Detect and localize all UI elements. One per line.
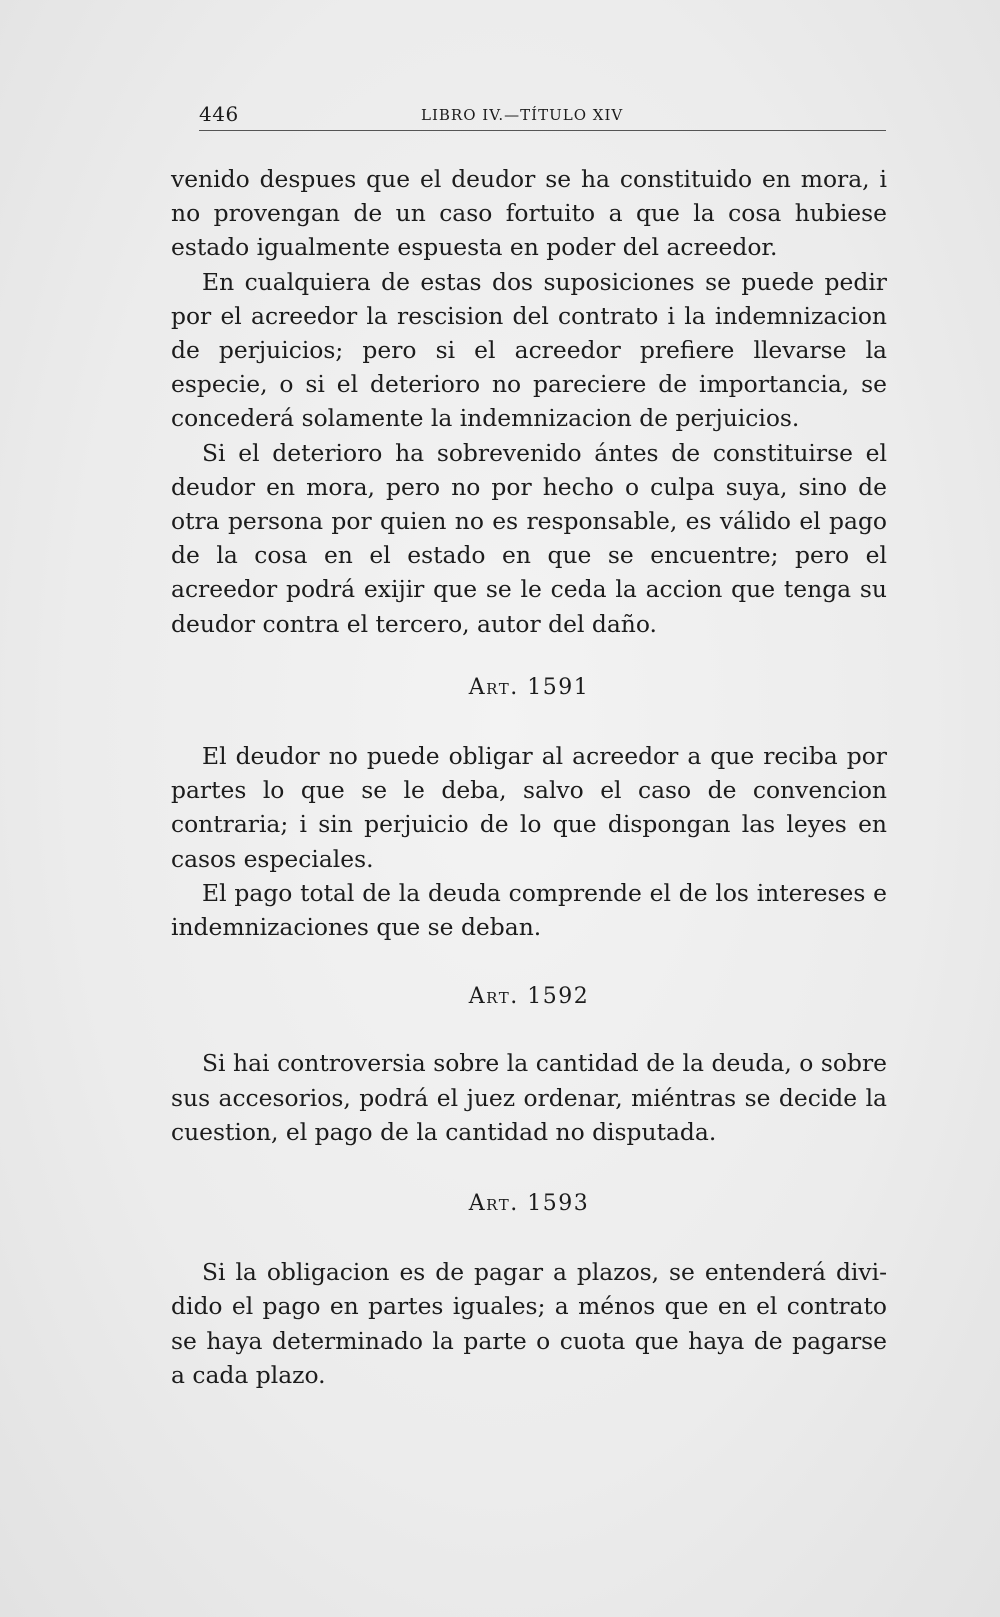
paragraph: Si la obligacion es de pagar a plazos, se entenderá dividido el pago en partes iguales; a ménos que en el contrato se haya determinado la parte o cuota que haya de pagarse a cada plazo. — [171, 1258, 887, 1389]
article-number: 1593 — [527, 1191, 590, 1217]
paragraph: El pago total de la deuda comprende el de los intereses e indemnizaciones que se deban. — [171, 878, 887, 942]
paragraph: El deudor no puede obligar al acreedor a que reciba por partes lo que se le deba, salvo el caso de convencion contraria; i sin perjuicio de lo que dispongan las leyes en casos especiales. — [171, 742, 887, 873]
running-head: LIBRO IV.—TÍTULO XIV — [421, 106, 624, 124]
page-number: 446 — [199, 102, 239, 126]
article-heading-1593 — [171, 1187, 887, 1221]
page-header — [199, 100, 886, 131]
paragraph: Si el deterioro ha sobrevenido ántes de constituirse el deudor en mora, pero no por hecho o culpa suya, sino de otra persona por quien no es responsable, es válido el pago de la cosa en el estado en que se encuentre; pero el acreedor podrá exijir que se le ceda la accion que tenga su deudor contra el tercero, autor del daño. — [171, 438, 887, 638]
article-number: 1591 — [527, 674, 590, 700]
page-body — [171, 162, 887, 1392]
article-heading-1592 — [171, 980, 887, 1014]
article-heading-1591 — [171, 671, 887, 705]
article-label: Art. — [468, 1191, 519, 1217]
article-label: Art. — [468, 674, 519, 700]
paragraph-continuation: venido despues que el deudor se ha constituido en mora, i no provengan de un caso fortuito a que la cosa hubiese estado igualmente espuesta en poder del acreedor. — [171, 165, 887, 262]
paragraph: Si hai controversia sobre la cantidad de la deuda, o sobre sus accesorios, podrá el juez ordenar, miéntras se decide la cuestion, el pago de la cantidad no disputada. — [171, 1049, 887, 1146]
article-number: 1592 — [527, 984, 590, 1010]
article-label: Art. — [468, 984, 519, 1010]
paragraph: En cualquiera de estas dos suposiciones se puede pedir por el acreedor la rescision del contrato i la indemnizacion de perjuicios; pero si el acreedor prefiere llevarse la especie, o si el deterioro no pareciere de importancia, se concederá solamente la indemnizacion de perjuicios. — [171, 267, 887, 433]
